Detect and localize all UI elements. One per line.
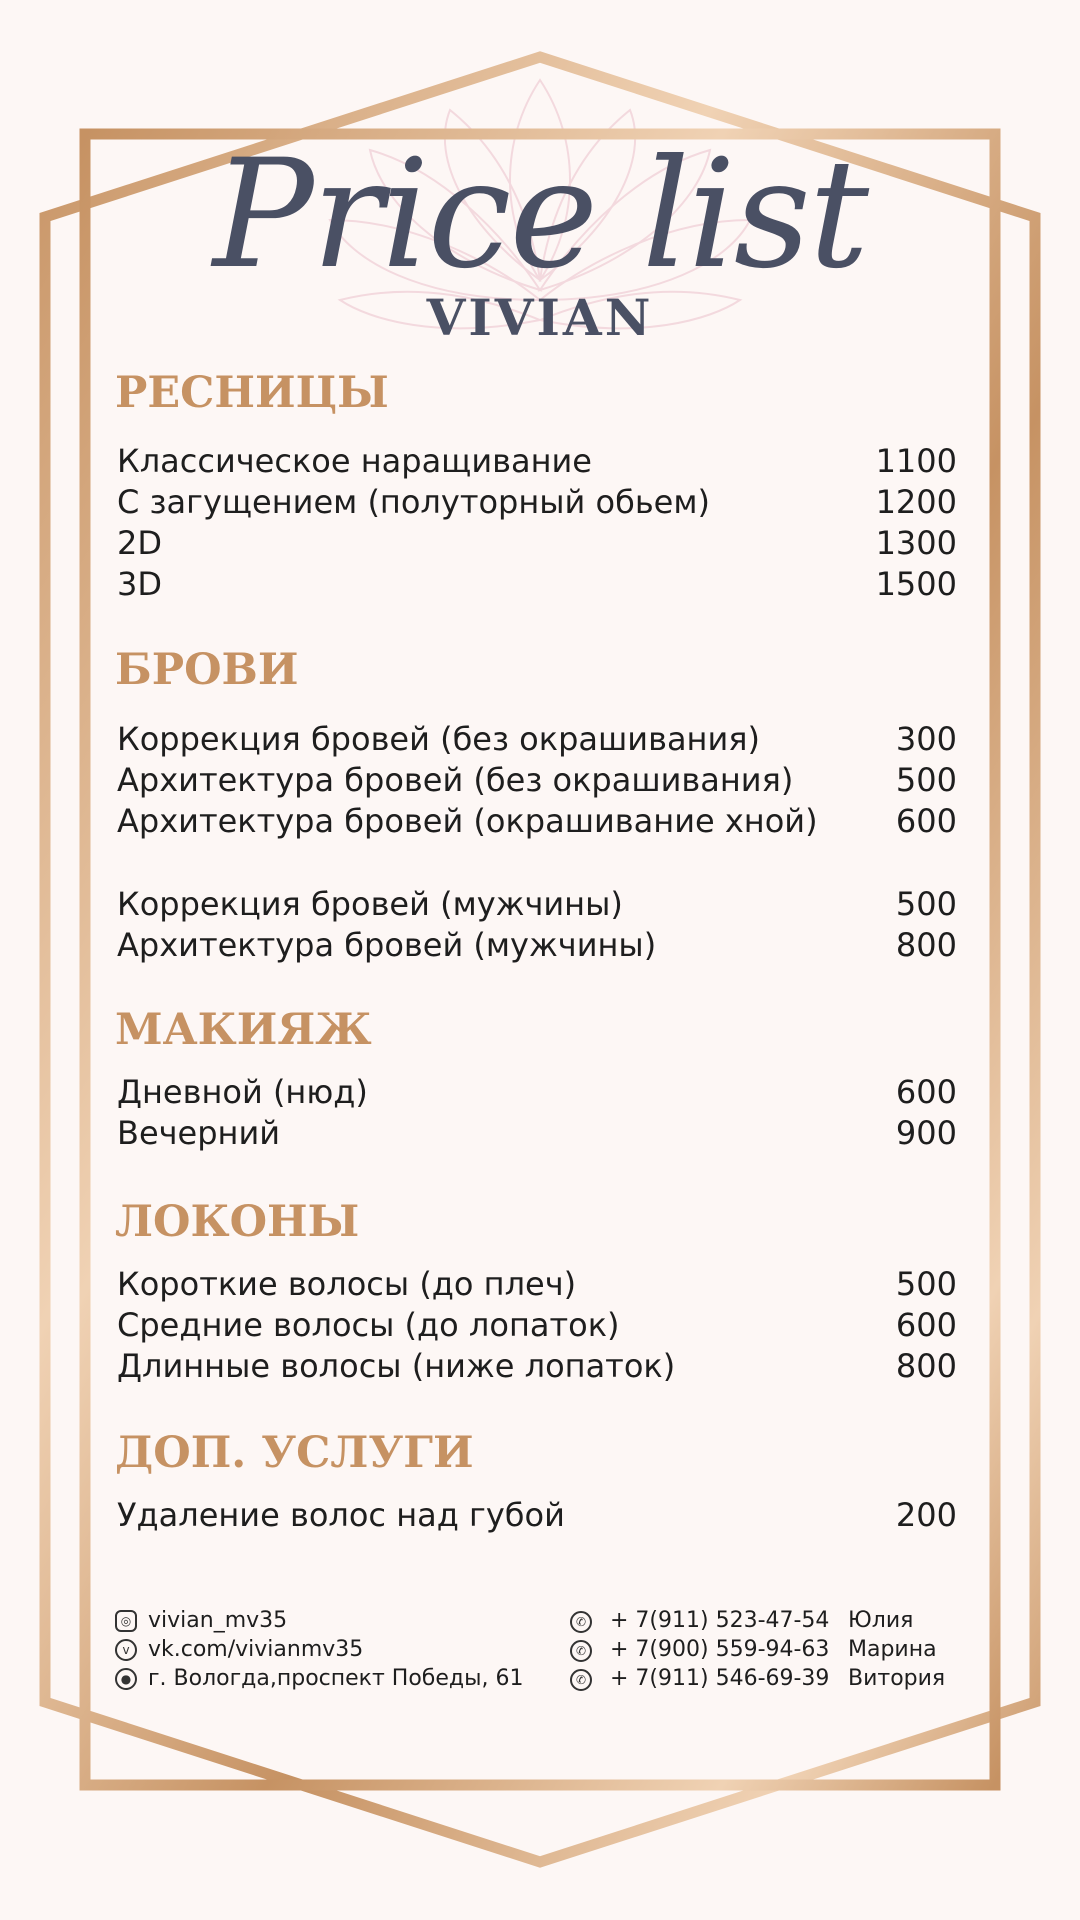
instagram-handle[interactable]: vivian_mv35 <box>148 1608 288 1633</box>
service-price: 500 <box>895 885 957 923</box>
address: г. Вологда,проспект Победы, 61 <box>148 1666 524 1691</box>
vk-link[interactable]: vk.com/vivianmv35 <box>148 1637 364 1662</box>
service-name: 2D <box>117 524 162 562</box>
vk-icon: v <box>115 1639 137 1661</box>
whatsapp-icon: ✆ <box>570 1611 592 1633</box>
service-name: Классическое наращивание <box>117 442 592 480</box>
location-icon: ● <box>115 1668 137 1690</box>
section-title-curls: ЛОКОНЫ <box>115 1197 360 1247</box>
service-price: 200 <box>895 1496 957 1534</box>
section-title-makeup: МАКИЯЖ <box>115 1005 372 1055</box>
service-price: 600 <box>895 802 957 840</box>
service-name: Вечерний <box>117 1114 281 1152</box>
service-price: 600 <box>895 1073 957 1111</box>
service-name: Дневной (нюд) <box>117 1073 368 1111</box>
service-name: С загущением (полуторный обьем) <box>117 483 710 521</box>
whatsapp-icon: ✆ <box>570 1640 592 1662</box>
service-name: Архитектура бровей (окрашивание хной) <box>117 802 818 840</box>
service-name: Коррекция бровей (без окрашивания) <box>117 720 760 758</box>
whatsapp-icon: ✆ <box>570 1669 592 1691</box>
service-name: 3D <box>117 565 162 603</box>
service-price: 800 <box>895 1347 957 1385</box>
service-name: Коррекция бровей (мужчины) <box>117 885 623 923</box>
phone-number[interactable]: + 7(900) 559-94-63 <box>610 1637 830 1662</box>
service-price: 1500 <box>875 565 957 603</box>
section-title-eyelashes: РЕСНИЦЫ <box>115 368 389 418</box>
service-name: Удаление волос над губой <box>117 1496 565 1534</box>
service-price: 800 <box>895 926 957 964</box>
page-title: Price list <box>212 128 868 302</box>
section-title-extra-services: ДОП. УСЛУГИ <box>115 1428 474 1478</box>
service-price: 1100 <box>875 442 957 480</box>
phone-contact-name: Юлия <box>848 1608 914 1633</box>
brand-name: VIVIAN <box>426 288 654 347</box>
service-price: 1200 <box>875 483 957 521</box>
service-name: Архитектура бровей (мужчины) <box>117 926 657 964</box>
service-name: Длинные волосы (ниже лопаток) <box>117 1347 676 1385</box>
instagram-icon: ◎ <box>115 1610 137 1632</box>
service-price: 500 <box>895 761 957 799</box>
service-price: 500 <box>895 1265 957 1303</box>
service-name: Архитектура бровей (без окрашивания) <box>117 761 794 799</box>
service-name: Короткие волосы (до плеч) <box>117 1265 577 1303</box>
phone-number[interactable]: + 7(911) 546-69-39 <box>610 1666 830 1691</box>
phone-contact-name: Витория <box>848 1666 946 1691</box>
phone-number[interactable]: + 7(911) 523-47-54 <box>610 1608 830 1633</box>
phone-contact-name: Марина <box>848 1637 937 1662</box>
service-price: 900 <box>895 1114 957 1152</box>
service-price: 1300 <box>875 524 957 562</box>
service-name: Средние волосы (до лопаток) <box>117 1306 620 1344</box>
service-price: 600 <box>895 1306 957 1344</box>
service-price: 300 <box>895 720 957 758</box>
section-title-brows: БРОВИ <box>115 645 299 695</box>
